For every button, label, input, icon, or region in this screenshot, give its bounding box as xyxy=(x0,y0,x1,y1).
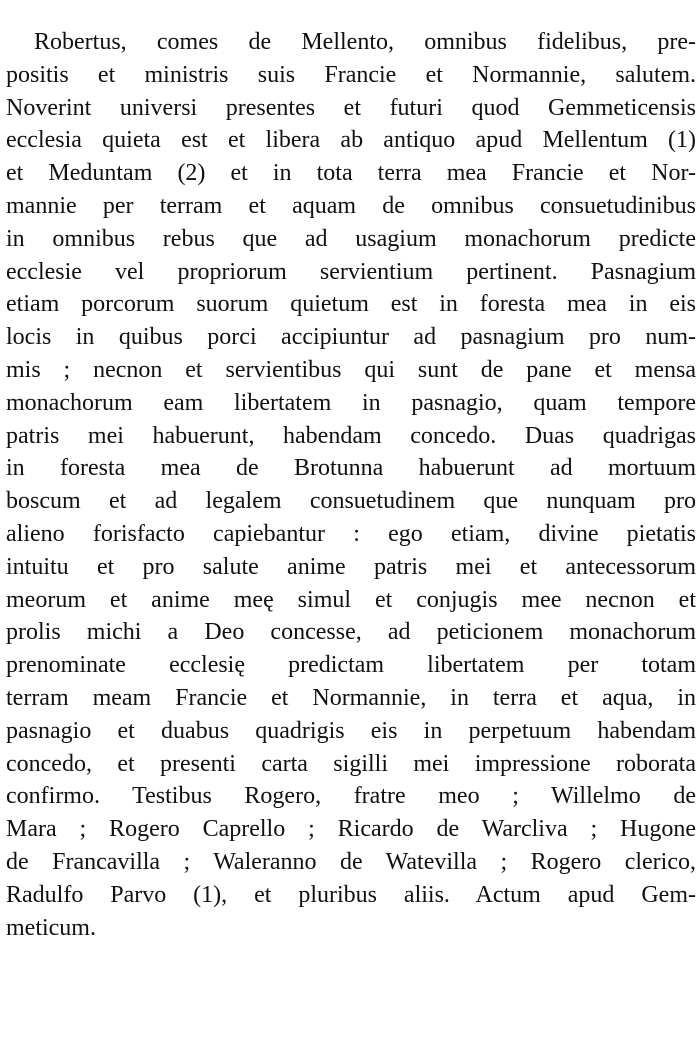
text-line: Mara ; Rogero Caprello ; Ricardo de Warcliva ; Hugone xyxy=(6,816,696,843)
text-line: Radulfo Parvo (1), et pluribus aliis. Actum apud Gem- xyxy=(6,881,696,908)
charter-text xyxy=(6,26,696,944)
text-line: monachorum eam libertatem in pasnagio, quam tempore xyxy=(6,389,696,416)
text-line: positis et ministris suis Francie et Normannie, salutem. xyxy=(6,61,696,88)
text-line: et Meduntam (2) et in tota terra mea Francie et Nor- xyxy=(6,160,696,187)
text-line: mannie per terram et aquam de omnibus consuetudinibus xyxy=(6,192,696,219)
text-line: locis in quibus porci accipiuntur ad pasnagium pro num- xyxy=(6,324,696,351)
text-line: pasnagio et duabus quadrigis eis in perpetuum habendam xyxy=(6,717,696,744)
text-line: confirmo. Testibus Rogero, fratre meo ; Willelmo de xyxy=(6,783,696,810)
text-line: concedo, et presenti carta sigilli mei impressione roborata xyxy=(6,750,696,777)
text-line: prenominate ecclesię predictam libertatem per totam xyxy=(6,652,696,679)
text-line: ecclesie vel propriorum servientium pertinent. Pasnagium xyxy=(6,258,696,285)
text-line: meticum. xyxy=(6,914,96,941)
text-line: prolis michi a Deo concesse, ad peticionem monachorum xyxy=(6,619,696,646)
text-line: Robertus, comes de Mellento, omnibus fidelibus, pre- xyxy=(34,29,696,55)
text-line: mis ; necnon et servientibus qui sunt de pane et mensa xyxy=(6,356,696,383)
text-line: intuitu et pro salute anime patris mei et antecessorum xyxy=(6,553,696,580)
text-line: ecclesia quieta est et libera ab antiquo apud Mellentum (1) xyxy=(6,127,696,154)
text-line: meorum et anime meę simul et conjugis mee necnon et xyxy=(6,586,696,613)
text-line: terram meam Francie et Normannie, in terra et aqua, in xyxy=(6,684,696,711)
text-line: etiam porcorum suorum quietum est in foresta mea in eis xyxy=(6,291,696,318)
text-line: patris mei habuerunt, habendam concedo. Duas quadrigas xyxy=(6,422,696,449)
text-line: alieno forisfacto capiebantur : ego etiam, divine pietatis xyxy=(6,520,696,547)
text-line: in omnibus rebus que ad usagium monachorum predicte xyxy=(6,225,696,252)
text-line: Noverint universi presentes et futuri quod Gemmeticensis xyxy=(6,94,696,121)
text-line: boscum et ad legalem consuetudinem que nunquam pro xyxy=(6,488,696,515)
text-line: de Francavilla ; Waleranno de Watevilla ; Rogero clerico, xyxy=(6,848,696,875)
text-line: in foresta mea de Brotunna habuerunt ad mortuum xyxy=(6,455,696,482)
